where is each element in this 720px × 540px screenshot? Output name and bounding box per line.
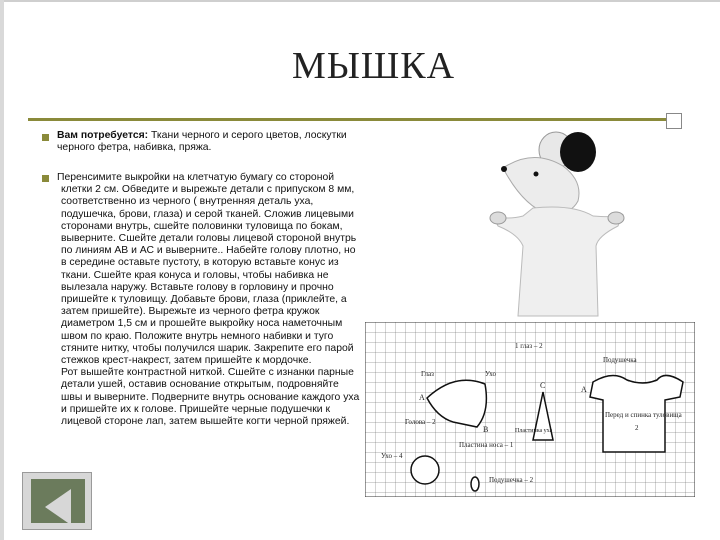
pattern-label-paw-pad-2: Подушечка – 2 — [489, 476, 534, 484]
pattern-letter-a-head: А — [419, 393, 425, 402]
materials-label: Вам потребуется: — [57, 130, 149, 141]
title-underline — [28, 118, 678, 121]
pattern-label-ear-inner-part: Пластинка уха — [515, 428, 553, 434]
pattern-label-paw-pad: Подушечка — [603, 356, 637, 364]
mouse-paw-left — [490, 212, 506, 224]
back-arrow-icon — [45, 489, 71, 525]
pattern-letter-a-body: А — [581, 385, 587, 394]
pattern-label-body-count: 2 — [635, 424, 639, 432]
mouse-ear-right — [560, 132, 596, 172]
back-button[interactable] — [22, 472, 92, 530]
bullet-instructions — [42, 175, 49, 182]
pattern-ear-circle — [411, 456, 439, 484]
instructions-paragraph — [57, 172, 361, 428]
pattern-letter-b: В — [483, 425, 489, 434]
slide-title: МЫШКА — [292, 45, 456, 87]
pattern-label-body: Перед и спинка туловища — [605, 411, 682, 419]
mouse-eye — [534, 172, 539, 177]
slide-top-border — [0, 0, 720, 2]
mouse-body — [493, 207, 623, 316]
pattern-label-ear: Ухо — [485, 370, 496, 378]
pattern-label-ear-inner: Ухо – 4 — [381, 452, 403, 460]
pattern-label-eye-count: 1 глаз – 2 — [515, 342, 543, 350]
pattern-paw-pad — [471, 477, 479, 491]
title-underline-box — [666, 113, 682, 129]
materials-text: Ткани черного и серого цветов, лоскутки черного фетра, набивка, пряжа. — [57, 130, 347, 154]
pattern-label-eye: Глаз — [421, 370, 434, 378]
slide-side-border — [0, 0, 4, 540]
bullet-needs — [42, 134, 49, 141]
back-button-face — [31, 479, 85, 523]
pattern-grid — [365, 322, 695, 497]
instructions-text-2: Рот вышейте контрастной ниткой. Сшейте с изнанки парные детали ушей, оставив основание открытым, подровняйте швы и выверните. Подверните внутрь основание каждого уха и пришейте их к голове. Пришейте черные подушечки к лицевой стороне лап, затем вышейте когти черной пряжей. — [61, 367, 360, 428]
mouse-paw-right — [608, 212, 624, 224]
mouse-puppet-photo — [478, 126, 653, 326]
instructions-text-1: Перенсимите выкройки на клетчатую бумагу со стороной клетки 2 см. Обведите и вырежьте детали с припуском 8 мм, соответственно из черного ( внутренняя деталь уха, подушечка, брови, глаза) и серой тканей. Сложив лицевыми сторонами внутрь, сшейте половинки туловища по бокам, выверните. Сшейте детали головы лицевой стороной внутрь по линиям АВ и АС и выверните.. Набейте голову плотно, но в середине оставьте пустоту, в которую вставьте конус из ткани. Сшейте края конуса и головы, чтобы набивка не вылезала наружу. Вставьте голову в горловину и прочно пришейте к туловищу. Добавьте брови, глаза (приклейте, а затем пришейте). Вырежьте из черного фетра кружок диаметром 1,5 см и прошейте выкройку носа наметочным швом по краю. Положите внутрь немного набивки и туго стяните нитку, чтобы получился шарик. Закрепите его парой стежков крест-накрест, затем пришейте к мордочке. — [57, 172, 357, 367]
pattern-letter-c: С — [540, 381, 546, 390]
pattern-label-inner: Пластина носа – 1 — [459, 441, 514, 449]
materials-paragraph — [57, 130, 357, 154]
pattern-label-head: Голова – 2 — [405, 418, 436, 426]
mouse-nose — [501, 166, 507, 172]
